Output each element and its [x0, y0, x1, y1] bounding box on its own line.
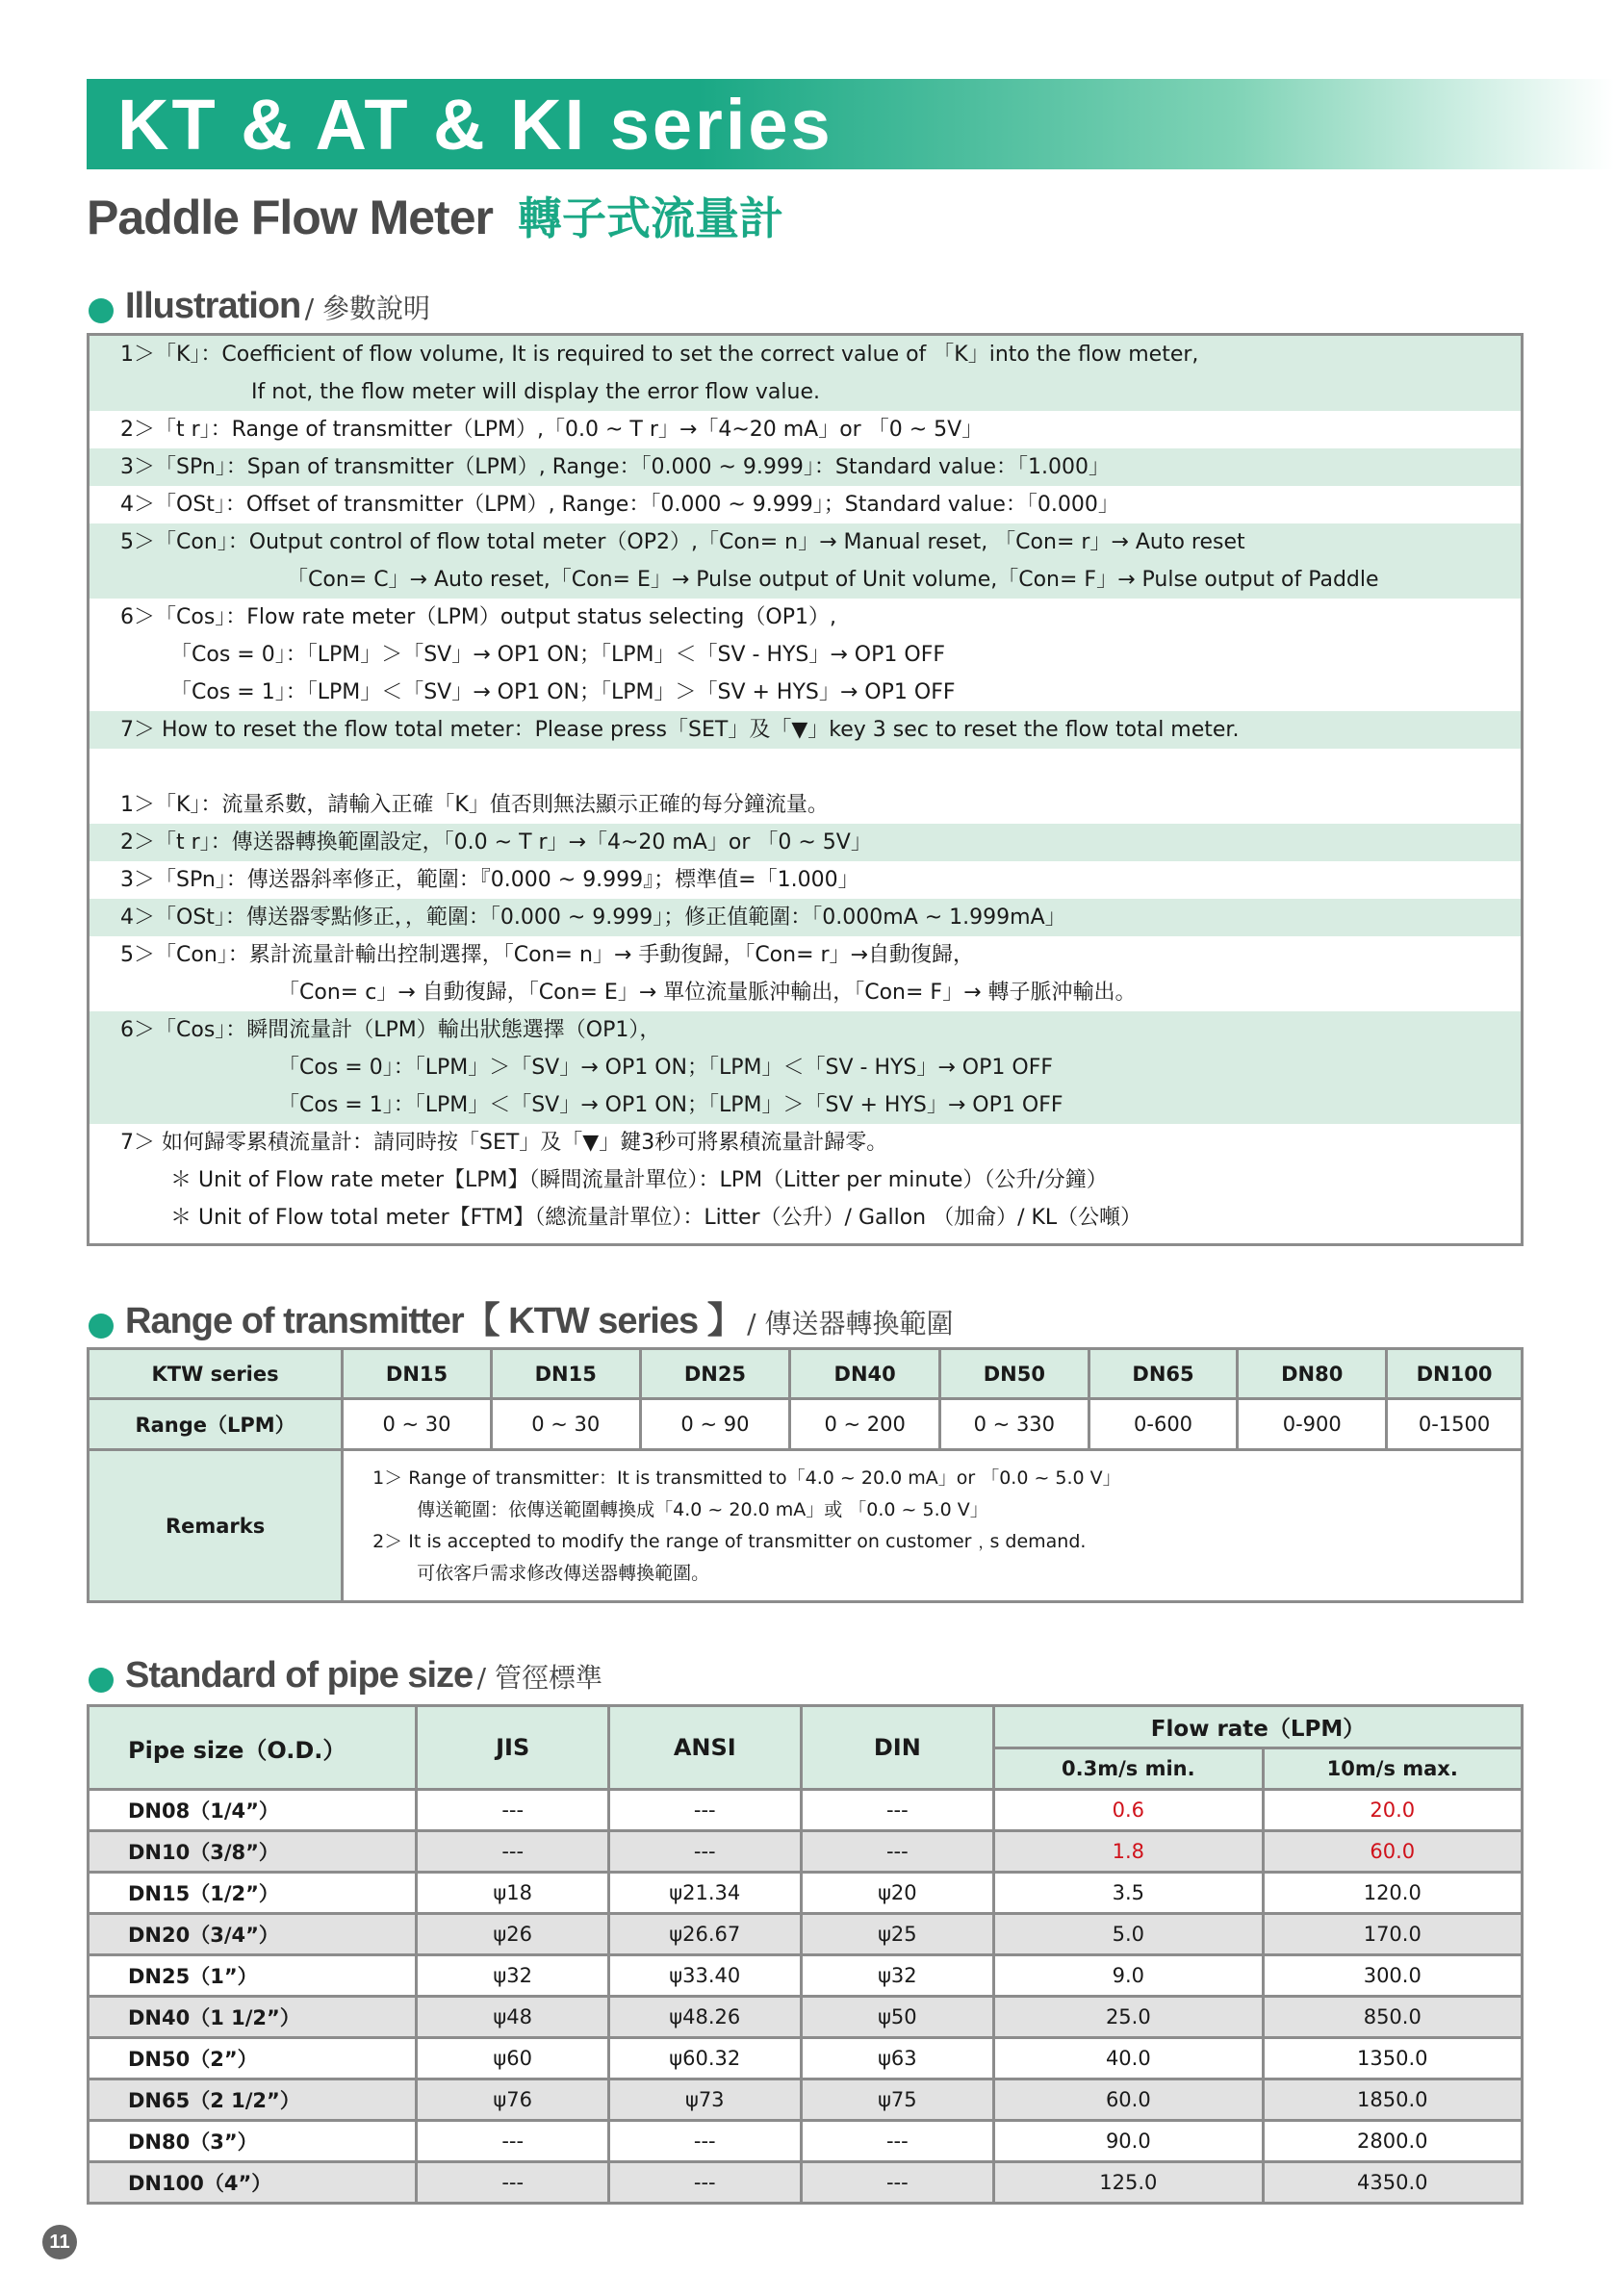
pipe-cell-din: ψ75: [801, 2079, 994, 2121]
pipe-cell-ansi: ---: [608, 2121, 801, 2162]
pipe-cell-size: DN50（2”）: [89, 2038, 417, 2079]
illus-line: 4＞「OSt」：傳送器零點修正，，範圍：「0.000 ~ 9.999」；修正值範圍：「0.000mA ~ 1.999mA」: [90, 899, 1521, 936]
illus-line: 5＞「Con」：Output control of flow total meter（OP2）,「Con= n」→ Manual reset, 「Con= r」→ Auto reset 「Con= C」→ Auto reset,「Con= E」→ Pulse output of Unit volume,「Con= F」→ Pulse output of Paddle: [90, 523, 1521, 599]
subtitle: [87, 189, 783, 259]
pipe-cell-min: 1.8: [994, 1831, 1263, 1873]
table-row: [89, 2038, 1523, 2079]
pipe-header-din: DIN: [801, 1706, 994, 1790]
illus-line: 5＞「Con」：累計流量計輸出控制選擇，「Con= n」→ 手動復歸，「Con= r」→自動復歸， 「Con= c」→ 自動復歸，「Con= E」→ 單位流量脈沖輸出，「Con= F」→ 轉子脈沖輸出。: [120, 943, 1137, 1005]
pipe-cell-min: 60.0: [994, 2079, 1263, 2121]
illus-line: 3＞「SPn」：Span of transmitter（LPM）, Range：「0.000 ~ 9.999」：Standard value：「1.000」: [90, 448, 1521, 486]
pipe-header-size: Pipe size（O.D.）: [89, 1706, 417, 1790]
pipe-cell-min: 5.0: [994, 1914, 1263, 1955]
range-table: [87, 1347, 1524, 1603]
pipe-cell-ansi: ψ21.34: [608, 1873, 801, 1914]
range-cell: 0 ~ 30: [491, 1399, 640, 1450]
range-header-cell: DN15: [491, 1349, 640, 1399]
pipe-cell-max: 120.0: [1263, 1873, 1522, 1914]
range-label: Range（LPM）: [89, 1399, 343, 1450]
pipe-cell-din: ---: [801, 1831, 994, 1873]
range-header-cell: DN65: [1089, 1349, 1238, 1399]
range-cell: 0-600: [1089, 1399, 1238, 1450]
pipe-cell-din: ---: [801, 2162, 994, 2204]
illus-line: 6＞「Cos」：Flow rate meter（LPM）output status selecting（OP1）, 「Cos = 0」：「LPM」＞「SV」→ OP1 ON；「LPM」＜「SV - HYS」→ OP1 OFF 「Cos = 1」：「LPM」＜「SV」→ OP1 ON；「LPM」＞「SV + HYS」→ OP1 OFF: [120, 605, 956, 704]
page-number: 11: [42, 2225, 77, 2259]
table-row: [89, 1914, 1523, 1955]
range-cell: 0 ~ 200: [790, 1399, 940, 1450]
pipe-cell-jis: ---: [417, 2121, 609, 2162]
section-pipe-zh: / 管徑標準: [476, 1662, 602, 1694]
pipe-table: [87, 1704, 1524, 2205]
range-header-cell: KTW series: [89, 1349, 343, 1399]
remarks-label: Remarks: [89, 1450, 343, 1602]
pipe-cell-max: 300.0: [1263, 1955, 1522, 1997]
range-values-row: [89, 1399, 1523, 1450]
range-header-cell: DN40: [790, 1349, 940, 1399]
pipe-cell-size: DN25（1”）: [89, 1955, 417, 1997]
range-header-row: [89, 1349, 1523, 1399]
pipe-cell-jis: ---: [417, 1790, 609, 1831]
pipe-cell-jis: ψ48: [417, 1997, 609, 2038]
pipe-cell-jis: ψ26: [417, 1914, 609, 1955]
pipe-cell-din: ψ20: [801, 1873, 994, 1914]
table-row: [89, 1873, 1523, 1914]
pipe-cell-size: DN100（4”）: [89, 2162, 417, 2204]
illustration-box: [87, 333, 1524, 1246]
illus-line: 3＞「SPn」：傳送器斜率修正，範圍：『0.000 ~ 9.999』；標準值=「1.000」: [120, 868, 859, 892]
pipe-cell-size: DN20（3/4”）: [89, 1914, 417, 1955]
range-header-cell: DN80: [1238, 1349, 1387, 1399]
page-title: KT & AT & KI series: [117, 85, 833, 165]
pipe-cell-min: 0.6: [994, 1790, 1263, 1831]
pipe-cell-max: 850.0: [1263, 1997, 1522, 2038]
range-cell: 0-1500: [1387, 1399, 1523, 1450]
pipe-cell-ansi: ψ33.40: [608, 1955, 801, 1997]
pipe-cell-ansi: ψ73: [608, 2079, 801, 2121]
range-header-cell: DN25: [640, 1349, 790, 1399]
pipe-cell-min: 40.0: [994, 2038, 1263, 2079]
pipe-cell-max: 20.0: [1263, 1790, 1522, 1831]
table-row: [89, 1955, 1523, 1997]
bullet-icon: [89, 1668, 114, 1693]
pipe-cell-din: ---: [801, 1790, 994, 1831]
pipe-cell-ansi: ---: [608, 1790, 801, 1831]
pipe-cell-max: 1350.0: [1263, 2038, 1522, 2079]
illus-line: 1＞「K」：Coefficient of flow volume, It is required to set the correct value of 「K」into the flow meter, If not, the flow meter will display the error flow value.: [90, 336, 1521, 411]
pipe-cell-din: ψ32: [801, 1955, 994, 1997]
range-cell: 0 ~ 30: [343, 1399, 492, 1450]
section-illustration-en: Illustration: [125, 286, 301, 326]
section-pipe-en: Standard of pipe size: [125, 1655, 474, 1696]
table-row: [89, 2079, 1523, 2121]
table-row: [89, 1831, 1523, 1873]
section-illustration-zh: / 參數說明: [304, 293, 431, 324]
illus-line: 7＞ 如何歸零累積流量計：請同時按「SET」及「▼」鍵3秒可將累積流量計歸零。 ＊ Unit of Flow rate meter【LPM】（瞬間流量計單位）：LPM（Litter per minute）（公升/分鐘） ＊ Unit of Flow total meter【FTM】（總流量計單位）：Litter（公升）/ Gallon （加侖）/ KL（公噸）: [120, 1131, 1142, 1230]
pipe-cell-jis: ---: [417, 2162, 609, 2204]
illus-line: 6＞「Cos」：瞬間流量計（LPM）輸出狀態選擇（OP1）， 「Cos = 0」：「LPM」＞「SV」→ OP1 ON；「LPM」＜「SV - HYS」→ OP1 OFF 「Cos = 1」：「LPM」＜「SV」→ OP1 ON；「LPM」＞「SV + HYS」→ OP1 OFF: [90, 1011, 1521, 1124]
section-range-en: Range of transmitter【 KTW series 】: [125, 1301, 743, 1341]
pipe-cell-ansi: ψ48.26: [608, 1997, 801, 2038]
pipe-cell-din: ψ63: [801, 2038, 994, 2079]
range-header-cell: DN100: [1387, 1349, 1523, 1399]
pipe-cell-size: DN10（3/8”）: [89, 1831, 417, 1873]
illus-line: 1＞「K」：流量系數，請輸入正確「K」值否則無法顯示正確的每分鐘流量。: [120, 793, 829, 817]
section-pipe-heading: [89, 1653, 602, 1705]
section-range-zh: / 傳送器轉換範圍: [747, 1308, 954, 1339]
table-row: [89, 2162, 1523, 2204]
range-cell: 0 ~ 330: [939, 1399, 1089, 1450]
range-header-cell: DN50: [939, 1349, 1089, 1399]
pipe-cell-size: DN65（2 1/2”）: [89, 2079, 417, 2121]
range-cell: 0 ~ 90: [640, 1399, 790, 1450]
subtitle-en: Paddle Flow Meter: [87, 191, 493, 244]
pipe-cell-ansi: ψ26.67: [608, 1914, 801, 1955]
table-row: [89, 1790, 1523, 1831]
remarks-row: [89, 1450, 1523, 1602]
pipe-cell-max: 4350.0: [1263, 2162, 1522, 2204]
pipe-cell-max: 170.0: [1263, 1914, 1522, 1955]
pipe-cell-size: DN08（1/4”）: [89, 1790, 417, 1831]
table-row: [89, 2121, 1523, 2162]
pipe-header-max: 10m/s max.: [1263, 1748, 1522, 1790]
pipe-header-min: 0.3m/s min.: [994, 1748, 1263, 1790]
bullet-icon: [89, 298, 114, 323]
pipe-cell-jis: ψ60: [417, 2038, 609, 2079]
pipe-cell-min: 25.0: [994, 1997, 1263, 2038]
pipe-cell-size: DN15（1/2”）: [89, 1873, 417, 1914]
pipe-cell-ansi: ---: [608, 2162, 801, 2204]
pipe-cell-ansi: ---: [608, 1831, 801, 1873]
section-range-heading: [89, 1299, 954, 1351]
pipe-cell-din: ψ50: [801, 1997, 994, 2038]
pipe-cell-din: ---: [801, 2121, 994, 2162]
pipe-cell-max: 60.0: [1263, 1831, 1522, 1873]
illus-line: 4＞「OSt」：Offset of transmitter（LPM）, Range：「0.000 ~ 9.999」；Standard value：「0.000」: [120, 493, 1119, 517]
bullet-icon: [89, 1314, 114, 1339]
range-header-cell: DN15: [343, 1349, 492, 1399]
pipe-cell-size: DN40（1 1/2”）: [89, 1997, 417, 2038]
section-illustration-heading: [89, 284, 430, 336]
pipe-cell-min: 125.0: [994, 2162, 1263, 2204]
pipe-header-jis: JIS: [417, 1706, 609, 1790]
pipe-cell-jis: ψ32: [417, 1955, 609, 1997]
range-cell: 0-900: [1238, 1399, 1387, 1450]
pipe-cell-size: DN80（3”）: [89, 2121, 417, 2162]
pipe-cell-min: 9.0: [994, 1955, 1263, 1997]
pipe-header-ansi: ANSI: [608, 1706, 801, 1790]
pipe-cell-ansi: ψ60.32: [608, 2038, 801, 2079]
pipe-cell-din: ψ25: [801, 1914, 994, 1955]
pipe-header-flow: Flow rate（LPM）: [994, 1706, 1523, 1748]
remarks-text: 1＞ Range of transmitter：It is transmitted to「4.0 ~ 20.0 mA」or 「0.0 ~ 5.0 V」 傳送範圍：依傳送範圍轉換成「4.0 ~ 20.0 mA」或 「0.0 ~ 5.0 V」 2＞ It is accepted to modify the range of transmitter on customer﹐s demand. 可依客戶需求修改傳送器轉換範圍。: [343, 1450, 1523, 1602]
pipe-cell-jis: ---: [417, 1831, 609, 1873]
illus-line: 2＞「t r」：Range of transmitter（LPM）,「0.0 ~ T r」→「4~20 mA」or 「0 ~ 5V」: [120, 418, 984, 442]
pipe-cell-min: 90.0: [994, 2121, 1263, 2162]
pipe-cell-min: 3.5: [994, 1873, 1263, 1914]
subtitle-zh: 轉子式流量計: [517, 192, 783, 244]
pipe-cell-max: 1850.0: [1263, 2079, 1522, 2121]
illus-line: 7＞ How to reset the flow total meter：Please press「SET」及「▼」key 3 sec to reset the flow total meter.: [90, 711, 1521, 749]
illus-line: 2＞「t r」：傳送器轉換範圍設定，「0.0 ~ T r」→「4~20 mA」or 「0 ~ 5V」: [90, 824, 1521, 861]
table-row: [89, 1997, 1523, 2038]
pipe-cell-max: 2800.0: [1263, 2121, 1522, 2162]
pipe-cell-jis: ψ76: [417, 2079, 609, 2121]
pipe-cell-jis: ψ18: [417, 1873, 609, 1914]
